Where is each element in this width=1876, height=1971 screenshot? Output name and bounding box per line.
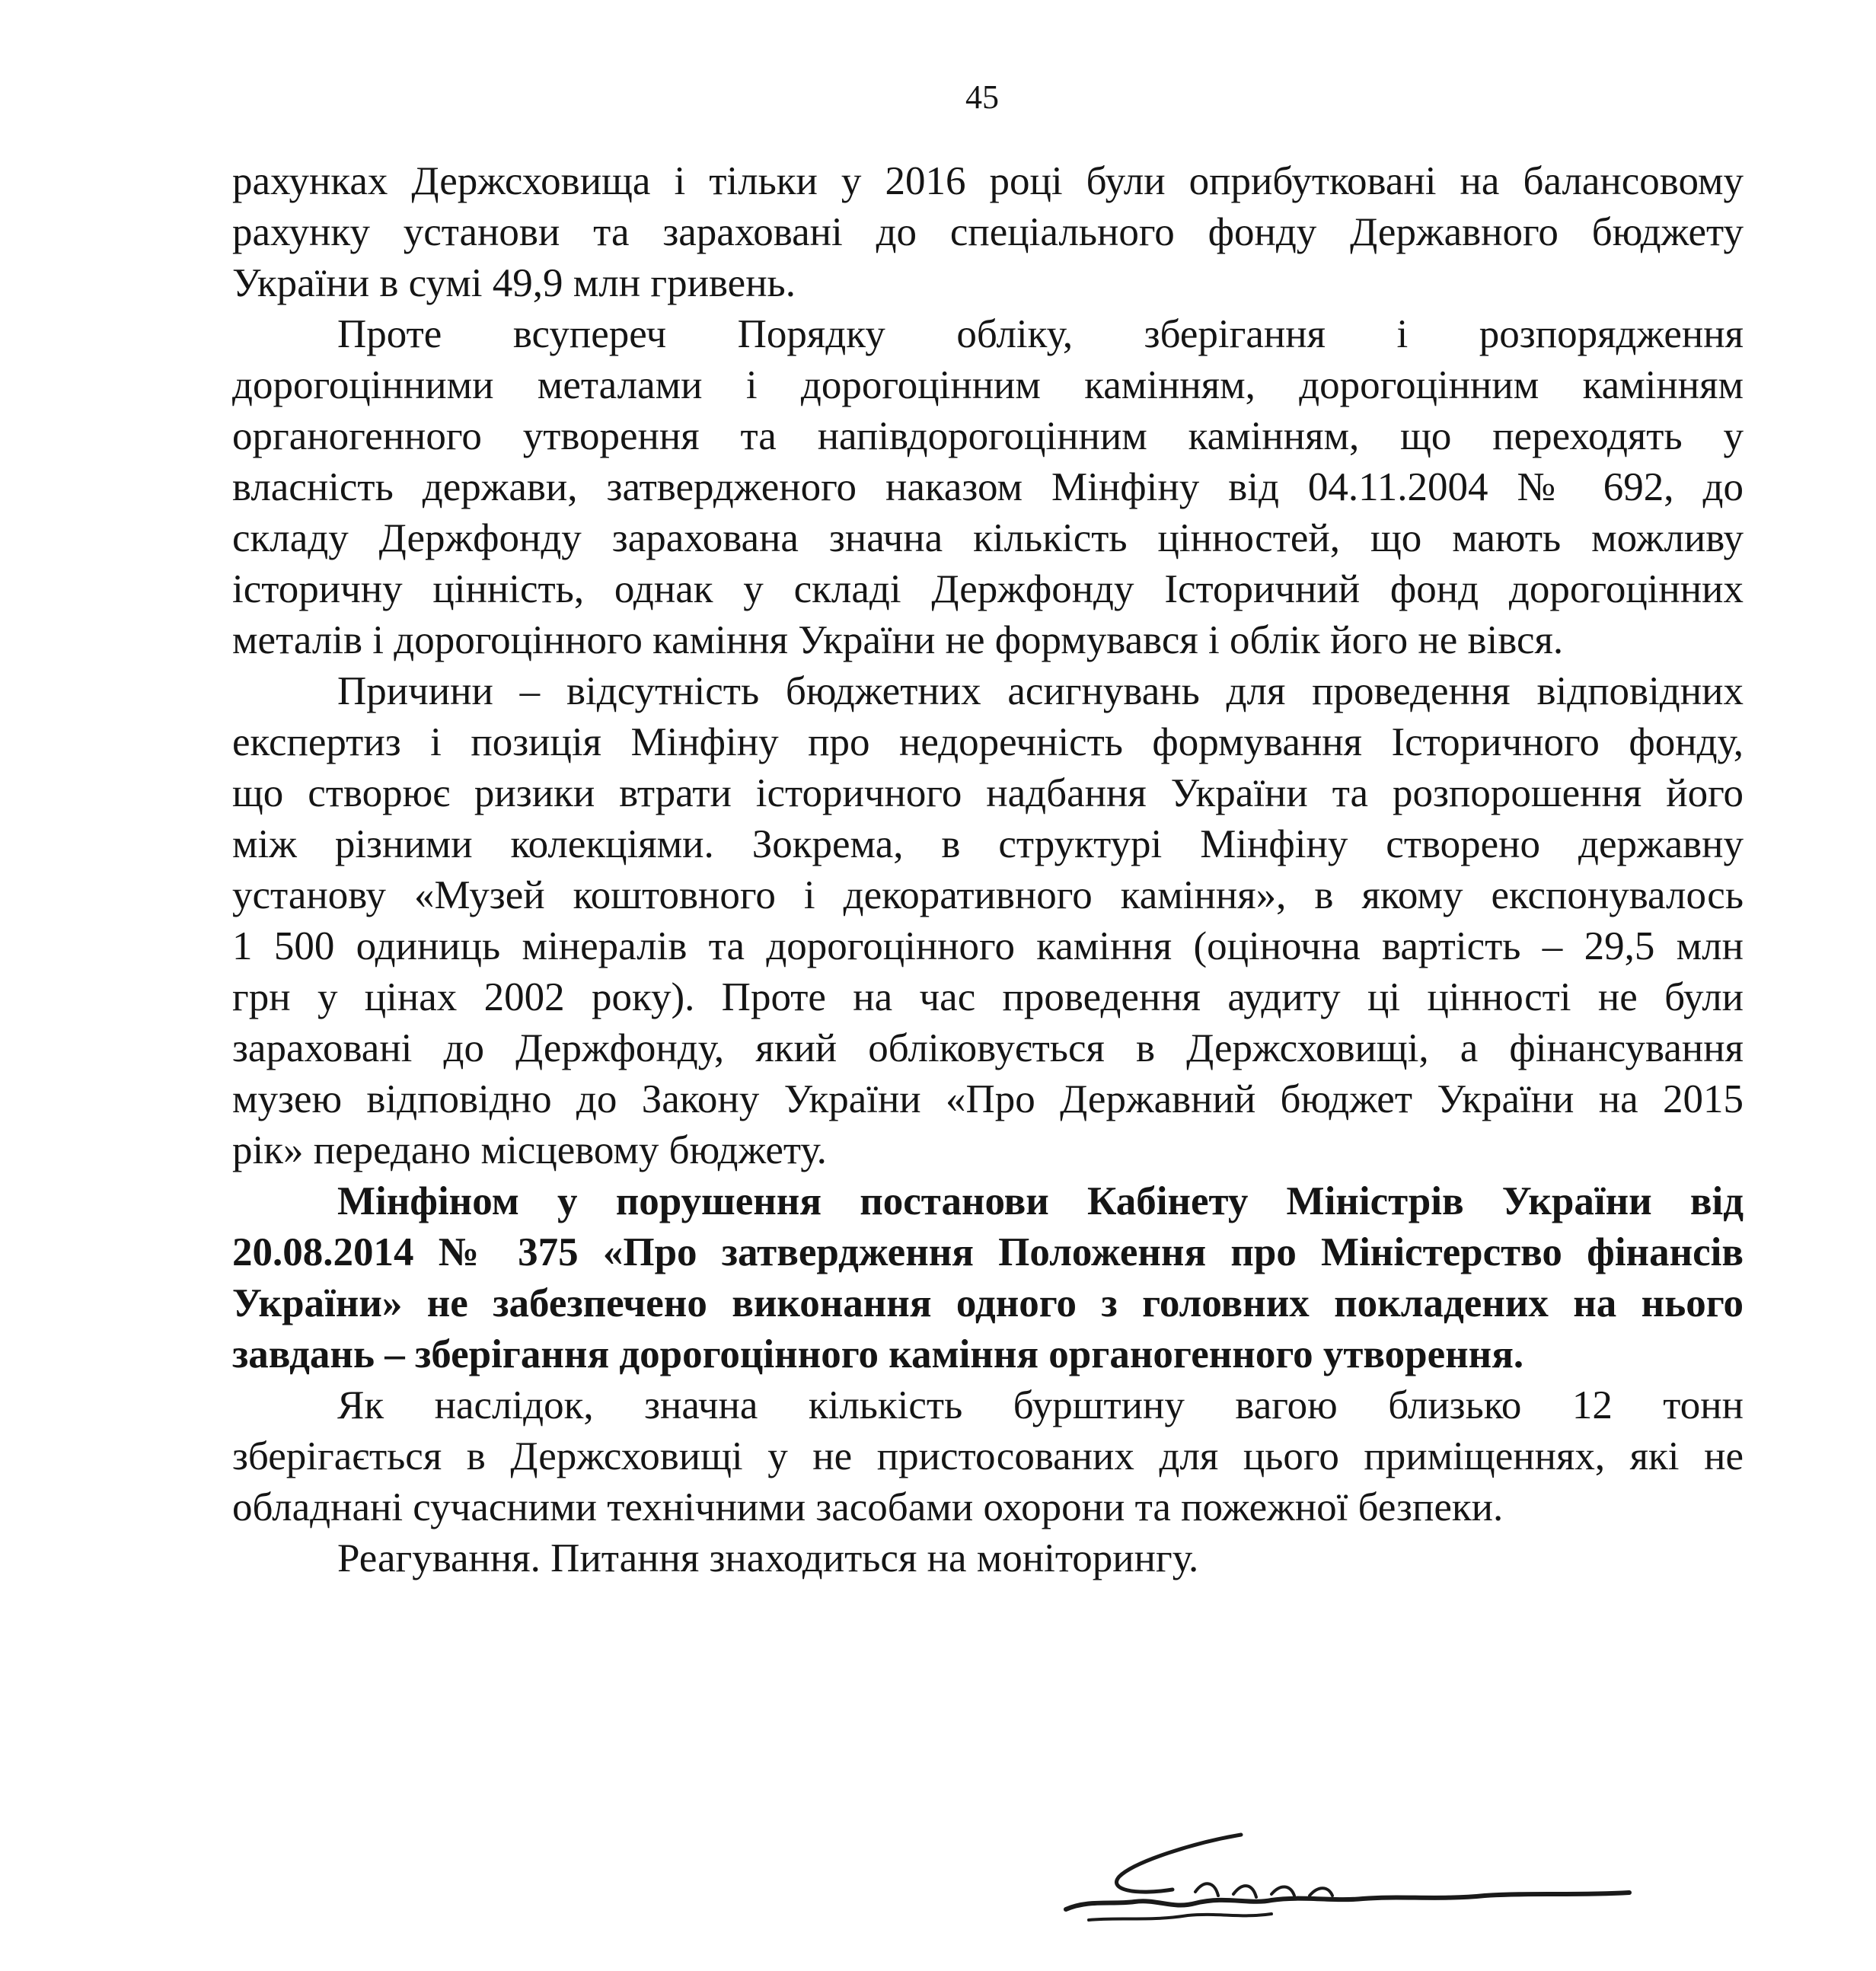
text-line: України в сумі 49,9 млн гривень.	[232, 261, 796, 305]
text-line: обладнані сучасними технічними засобами охорони та пожежної безпеки.	[232, 1485, 1504, 1529]
text-line: Мінфіном у порушення постанови Кабінету Міністрів України від	[337, 1179, 1744, 1223]
text-line: України» не забезпечено виконання одного з головних покладених на нього	[232, 1281, 1744, 1325]
text-line: зберігається в Держсховищі у не пристосованих для цього приміщеннях, які не	[232, 1434, 1744, 1478]
text-line: металів і дорогоцінного каміння України не формувався і облік його не вівся.	[232, 618, 1564, 662]
text-line: завдань – зберігання дорогоцінного каміння органогенного утворення.	[232, 1332, 1524, 1376]
text-line: Як наслідок, значна кількість бурштину вагою близько 12 тонн	[337, 1383, 1744, 1427]
paragraph	[232, 1380, 1744, 1533]
text-line: дорогоцінними металами і дорогоцінним камінням, дорогоцінним камінням	[232, 363, 1744, 407]
text-line: експертиз і позиція Мінфіну про недоречність формування Історичного фонду,	[232, 720, 1744, 764]
text-line: рік» передано місцевому бюджету.	[232, 1128, 827, 1172]
paragraph	[232, 666, 1744, 1176]
page-number: 45	[965, 78, 999, 116]
text-line: грн у цінах 2002 року). Проте на час проведення аудиту ці цінності не були	[232, 975, 1744, 1019]
handwritten-signature	[1043, 1820, 1637, 1934]
text-line: власність держави, затвердженого наказом Мінфіну від 04.11.2004 № 692, до	[232, 465, 1744, 509]
text-line: складу Держфонду зарахована значна кількість цінностей, що мають можливу	[232, 516, 1744, 560]
text-line: Проте всупереч Порядку обліку, зберігання і розпорядження	[337, 312, 1744, 356]
text-line: що створює ризики втрати історичного надбання України та розпорошення його	[232, 771, 1744, 815]
text-line: 1 500 одиниць мінералів та дорогоцінного каміння (оціночна вартість – 29,5 млн	[232, 924, 1744, 968]
text-line: зараховані до Держфонду, який обліковується в Держсховищі, а фінансування	[232, 1026, 1744, 1070]
text-line: історичну цінність, однак у складі Держфонду Історичний фонд дорогоцінних	[232, 567, 1744, 611]
text-line: 20.08.2014 № 375 «Про затвердження Положення про Міністерство фінансів	[232, 1230, 1744, 1274]
text-line: музею відповідно до Закону України «Про Державний бюджет України на 2015	[232, 1077, 1744, 1121]
bold-paragraph	[232, 1176, 1744, 1380]
text-line: Реагування. Питання знаходиться на моніторингу.	[337, 1536, 1199, 1580]
paragraph	[232, 1533, 1744, 1584]
text-line: між різними колекціями. Зокрема, в структурі Мінфіну створено державну	[232, 822, 1744, 866]
paragraph	[232, 309, 1744, 666]
text-line: рахунку установи та зараховані до спеціального фонду Державного бюджету	[232, 210, 1744, 254]
text-line: установу «Музей коштовного і декоративного каміння», в якому експонувалось	[232, 873, 1744, 917]
paragraph	[232, 156, 1744, 309]
document-body	[232, 156, 1744, 1584]
text-line: Причини – відсутність бюджетних асигнувань для проведення відповідних	[337, 669, 1744, 713]
text-line: органогенного утворення та напівдорогоцінним камінням, що переходять у	[232, 414, 1744, 458]
text-line: рахунках Держсховища і тільки у 2016 році були оприбутковані на балансовому	[232, 159, 1744, 203]
